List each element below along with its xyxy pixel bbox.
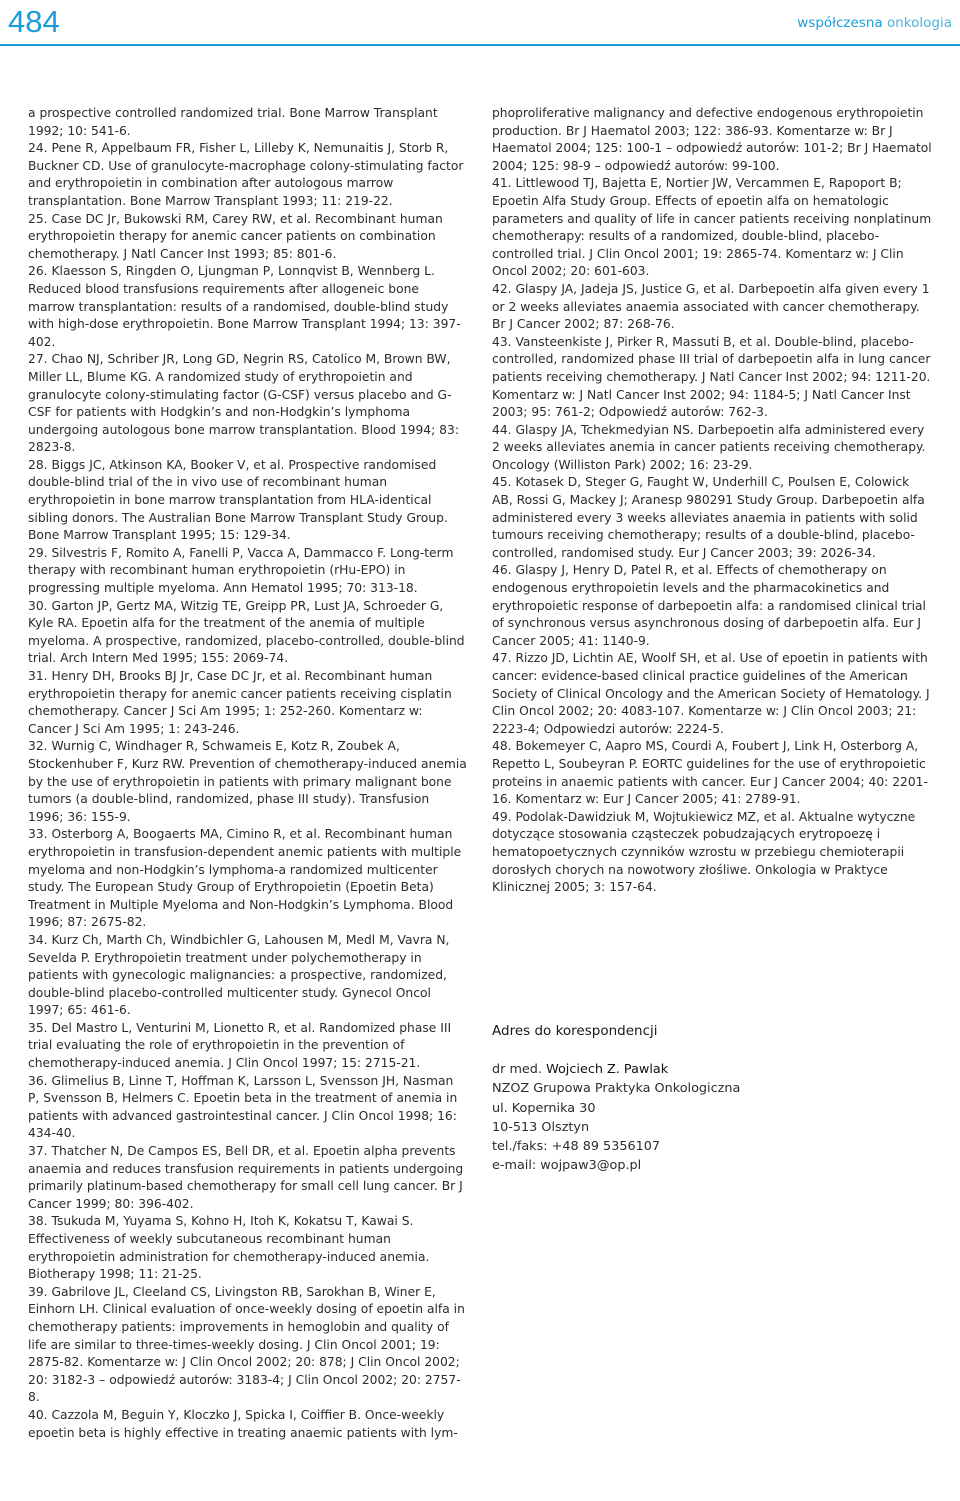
- reference-item: 24. Pene R, Appelbaum FR, Fisher L, Lilleby K, Nemunaitis J, Storb R, Buckner CD. Use of granulocyte-macrophage colony-stimulating factor and erythropoietin in combination after autologous marrow transplantation. Bone Marrow Transplant 1993; 11: 219-22.: [28, 141, 464, 208]
- reference-item: 42. Glaspy JA, Jadeja JS, Justice G, et al. Darbepoetin alfa given every 1 or 2 weeks alleviates anaemia associated with cancer chemotherapy. Br J Cancer 2002; 87: 268-76.: [492, 281, 930, 332]
- address-institution: NZOZ Grupowa Praktyka Onkologiczna: [492, 1081, 741, 1097]
- reference-item: 46. Glaspy J, Henry D, Patel R, et al. Effects of chemotherapy on endogenous erythropoietin levels and the pharmacokinetics and erythropoietic response of darbepoetin alfa: a randomised clinical trial of synchronous versus asynchronous dosing of darbepoetin alfa. Eur J Cancer 2005; 41: 1140-9.: [492, 563, 926, 648]
- reference-item: a prospective controlled randomized trial. Bone Marrow Transplant 1992; 10: 541-6.: [28, 106, 438, 138]
- reference-item: 43. Vansteenkiste J, Pirker R, Massuti B, et al. Double-blind, placebo-controlled, randomized phase III trial of darbepoetin alfa in lung cancer patients receiving chemotherapy. J Natl Cancer Inst 2002; 94: 1211-20. Komentarz w: J Natl Cancer Inst 2002; 94: 1184-5; J Natl Cancer Inst 2003; 95: 761-2; Odpowiedź autorów: 762-3.: [492, 334, 931, 420]
- address-email: e-mail: wojpaw3@op.pl: [492, 1158, 642, 1174]
- reference-item: 40. Cazzola M, Beguin Y, Kloczko J, Spicka I, Coiffier B. Once-weekly epoetin beta is highly effective in treating anaemic patients with lym-: [28, 1407, 458, 1440]
- reference-item: 41. Littlewood TJ, Bajetta E, Nortier JW, Vercammen E, Rapoport B; Epoetin Alfa Study Group. Effects of epoetin alfa on hematologic parameters and quality of life in cancer patients receiving nonplatinum chemotherapy: results of a randomized, double-blind, placebo-controlled trial. J Clin Oncol 2001; 19: 2865-74. Komentarz w: J Clin Oncol 2002; 20: 601-603.: [492, 176, 932, 279]
- reference-item: 30. Garton JP, Gertz MA, Witzig TE, Greipp PR, Lust JA, Schroeder G, Kyle RA. Epoetin alfa for the treatment of the anemia of multiple myeloma. A prospective, randomized, placebo-controlled, double-blind trial. Arch Intern Med 1995; 155: 2069-74.: [28, 598, 465, 666]
- reference-item: 44. Glaspy JA, Tchekmedyian NS. Darbepoetin alfa administered every 2 weeks alleviates anemia in cancer patients receiving chemotherapy. Oncology (Williston Park) 2002; 16: 23-29.: [492, 422, 926, 472]
- reference-item: 26. Klaesson S, Ringden O, Ljungman P, Lonnqvist B, Wennberg L. Reduced blood transfusions requirements after allogeneic bone marrow transplantation: results of a randomised, double-blind study with high-dose erythropoietin. Bone Marrow Transplant 1994; 13: 397-402.: [28, 264, 461, 349]
- reference-item: 31. Henry DH, Brooks BJ Jr, Case DC Jr, et al. Recombinant human erythropoietin therapy for anemic cancer patients receiving cisplatin chemotherapy. Cancer J Sci Am 1995; 1: 252-260. Komentarz w: Cancer J Sci Am 1995; 1: 243-246.: [28, 669, 452, 736]
- address-name-line: [492, 1060, 932, 1079]
- address-phone: tel./faks: +48 89 5356107: [492, 1139, 661, 1155]
- address-city: 10-513 Olsztyn: [492, 1119, 590, 1135]
- reference-item: 25. Case DC Jr, Bukowski RM, Carey RW, et al. Recombinant human erythropoietin therapy for anemic cancer patients on combination chemotherapy. J Natl Cancer Inst 1993; 85: 801-6.: [28, 211, 443, 261]
- header-divider: [0, 44, 960, 46]
- page-number: 484: [8, 4, 60, 39]
- journal-title-part1: współczesna: [797, 15, 883, 31]
- reference-item: 36. Glimelius B, Linne T, Hoffman K, Larsson L, Svensson JH, Nasman P, Svensson B, Helmers C. Epoetin beta in the treatment of anemia in patients with advanced gastrointestinal cancer. J Clin Oncol 1998; 16: 434-40.: [28, 1073, 458, 1141]
- author-name: Wojciech Z. Pawlak: [546, 1062, 669, 1078]
- reference-item: 37. Thatcher N, De Campos ES, Bell DR, et al. Epoetin alpha prevents anaemia and reduces transfusion requirements in patients undergoing primarily platinum-based chemotherapy for small cell lung cancer. Br J Cancer 1999; 80: 396-402.: [28, 1144, 464, 1211]
- reference-item: 28. Biggs JC, Atkinson KA, Booker V, et al. Prospective randomised double-blind trial of the in vivo use of recombinant human erythropoietin in bone marrow transplantation from HLA-identical sibling donors. The Australian Bone Marrow Transplant Study Group. Bone Marrow Transplant 1995; 15: 129-34.: [28, 457, 448, 543]
- page-header: [0, 0, 960, 46]
- reference-item: 33. Osterborg A, Boogaerts MA, Cimino R, et al. Recombinant human erythropoietin in transfusion-dependent anemic patients with multiple myeloma and non-Hodgkin’s lymphoma-a randomized multicenter study. The European Study Group of Erythropoietin (Epoetin Beta) Treatment in Multiple Myeloma and Non-Hodgkin’s Lymphoma. Blood 1996; 87: 2675-82.: [28, 827, 462, 930]
- reference-item: 27. Chao NJ, Schriber JR, Long GD, Negrin RS, Catolico M, Brown BW, Miller LL, Blume KG. A randomized study of erythropoietin and granulocyte colony-stimulating factor (G-CSF) versus placebo and G-CSF for patients with Hodgkin’s and non-Hodgkin’s lymphoma undergoing autologous bone marrow transplantation. Blood 1994; 83: 2823-8.: [28, 352, 459, 455]
- reference-item: 48. Bokemeyer C, Aapro MS, Courdi A, Foubert J, Link H, Osterborg A, Repetto L, Soubeyran P. EORTC guidelines for the use of erythropoietic proteins in anaemic patients with cancer. Eur J Cancer 2004; 40: 2201-16. Komentarz w: Eur J Cancer 2005; 41: 2789-91.: [492, 739, 928, 807]
- right-reference-column: [492, 105, 932, 897]
- address-street: ul. Kopernika 30: [492, 1100, 596, 1116]
- reference-item: 39. Gabrilove JL, Cleeland CS, Livingston RB, Sarokhan B, Winer E, Einhorn LH. Clinical evaluation of once-weekly dosing of epoetin alfa in chemotherapy patients: improvements in hemoglobin and quality of life are similar to three-times-weekly dosing. J Clin Oncol 2001; 19: 2875-82. Komentarze w: J Clin Oncol 2002; 20: 878; J Clin Oncol 2002; 20: 3182-3 – odpowiedź autorów: 3183-4; J Clin Oncol 2002; 20: 2757-8.: [28, 1284, 465, 1405]
- reference-item: 38. Tsukuda M, Yuyama S, Kohno H, Itoh K, Kokatsu T, Kawai S. Effectiveness of weekly subcutaneous recombinant human erythropoietin administration for chemotherapy-induced anemia. Biotherapy 1998; 11: 21-25.: [28, 1214, 430, 1282]
- journal-title-part2: onkologia: [886, 15, 952, 31]
- reference-item: 45. Kotasek D, Steger G, Faught W, Underhill C, Poulsen E, Colowick AB, Rossi G, Mackey J; Aranesp 980291 Study Group. Darbepoetin alfa administered every 3 weeks alleviates anaemia in patients with solid tumours receiving chemotherapy; results of a double-blind, placebo-controlled, randomised study. Eur J Cancer 2003; 39: 2026-34.: [492, 475, 925, 560]
- reference-item: 47. Rizzo JD, Lichtin AE, Woolf SH, et al. Use of epoetin in patients with cancer: evidence-based clinical practice guidelines of the American Society of Clinical Oncology and the American Society of Hematology. J Clin Oncol 2002; 20: 4083-107. Komentarze w: J Clin Oncol 2003; 21: 2223-4; Odpowiedzi autorów: 2224-5.: [492, 651, 930, 736]
- reference-item: phoproliferative malignancy and defective endogenous erythropoietin production. Br J Haematol 2003; 122: 386-93. Komentarze w: Br J Haematol 2004; 125: 100-1 – odpowiedź autorów: 101-2; Br J Haematol 2004; 125: 98-9 – odpowiedź autorów: 99-100.: [492, 106, 932, 173]
- left-reference-column: [28, 105, 468, 1442]
- reference-item: 35. Del Mastro L, Venturini M, Lionetto R, et al. Randomized phase III trial evaluating the role of erythropoietin in the prevention of chemotherapy-induced anemia. J Clin Oncol 1997; 15: 2715-21.: [28, 1020, 452, 1071]
- reference-item: 32. Wurnig C, Windhager R, Schwameis E, Kotz R, Zoubek A, Stockenhuber F, Kurz RW. Prevention of chemotherapy-induced anemia by the use of erythropoietin in patients with primary malignant bone tumors (a double-blind, randomized, phase III study). Transfusion 1996; 36: 155-9.: [28, 739, 467, 824]
- reference-item: 49. Podolak-Dawidziuk M, Wojtukiewicz MZ, et al. Aktualne wytyczne dotyczące stosowania cząsteczek pobudzających erytropoezę i hematopoetycznych czynników wzrostu w przebiegu chemioterapii dorosłych chorych na nowotwory złośliwe. Onkologia w Praktyce Klinicznej 2005; 3: 157-64.: [492, 809, 916, 895]
- correspondence-address: [492, 1022, 932, 1175]
- reference-item: 29. Silvestris F, Romito A, Fanelli P, Vacca A, Dammacco F. Long-term therapy with recombinant human erythropoietin (rHu-EPO) in progressing multiple myeloma. Ann Hematol 1995; 70: 313-18.: [28, 545, 454, 596]
- address-prefix: dr med.: [492, 1062, 547, 1078]
- address-title: Adres do korespondencji: [492, 1023, 658, 1039]
- reference-item: 34. Kurz Ch, Marth Ch, Windbichler G, Lahousen M, Medl M, Vavra N, Sevelda P. Erythropoietin treatment under polychemotherapy in patients with gynecologic malignancies: a prospective, randomized, double-blind placebo-controlled multicenter study. Gynecol Oncol 1997; 65: 461-6.: [28, 932, 450, 1018]
- journal-title: [797, 13, 952, 33]
